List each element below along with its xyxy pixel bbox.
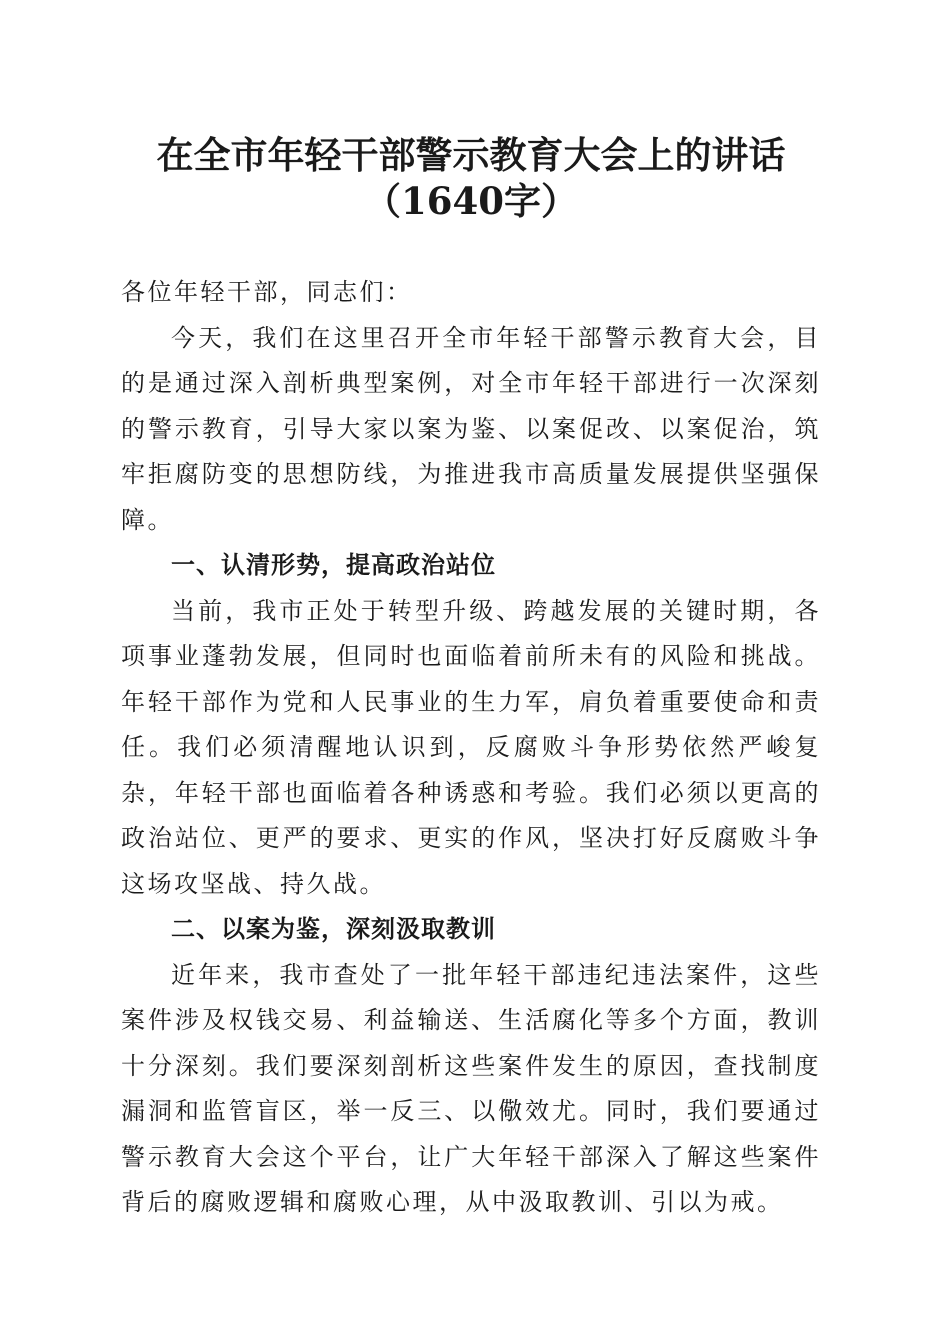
section-2-heading: 二、以案为鉴，深刻汲取教训: [171, 915, 496, 943]
document-body: [121, 270, 821, 1226]
intro-paragraph: 今天，我们在这里召开全市年轻干部警示教育大会，目的是通过深入剖析典型案例，对全市年轻干部进行一次深刻的警示教育，引导大家以案为鉴、以案促改、以案促治，筑牢拒腐防变的思想防线，为推进我市高质量发展提供坚强保障。: [121, 323, 821, 534]
document-title: 在全市年轻干部警示教育大会上的讲话（1640字）: [156, 133, 786, 223]
section-1-heading: 一、认清形势，提高政治站位: [171, 551, 496, 579]
salutation: 各位年轻干部，同志们：: [121, 278, 413, 306]
section-1-paragraph: 当前，我市正处于转型升级、跨越发展的关键时期，各项事业蓬勃发展，但同时也面临着前所未有的风险和挑战。年轻干部作为党和人民事业的生力军，肩负着重要使命和责任。我们必须清醒地认识到，反腐败斗争形势依然严峻复杂，年轻干部也面临着各种诱惑和考验。我们必须以更高的政治站位、更严的要求、更实的作风，坚决打好反腐败斗争这场攻坚战、持久战。: [121, 596, 821, 898]
document-page: [121, 132, 821, 1226]
section-2-paragraph: 近年来，我市查处了一批年轻干部违纪违法案件，这些案件涉及权钱交易、利益输送、生活腐化等多个方面，教训十分深刻。我们要深刻剖析这些案件发生的原因，查找制度漏洞和监管盲区，举一反三、以儆效尤。同时，我们要通过警示教育大会这个平台，让广大年轻干部深入了解这些案件背后的腐败逻辑和腐败心理，从中汲取教训、引以为戒。: [121, 960, 821, 1216]
